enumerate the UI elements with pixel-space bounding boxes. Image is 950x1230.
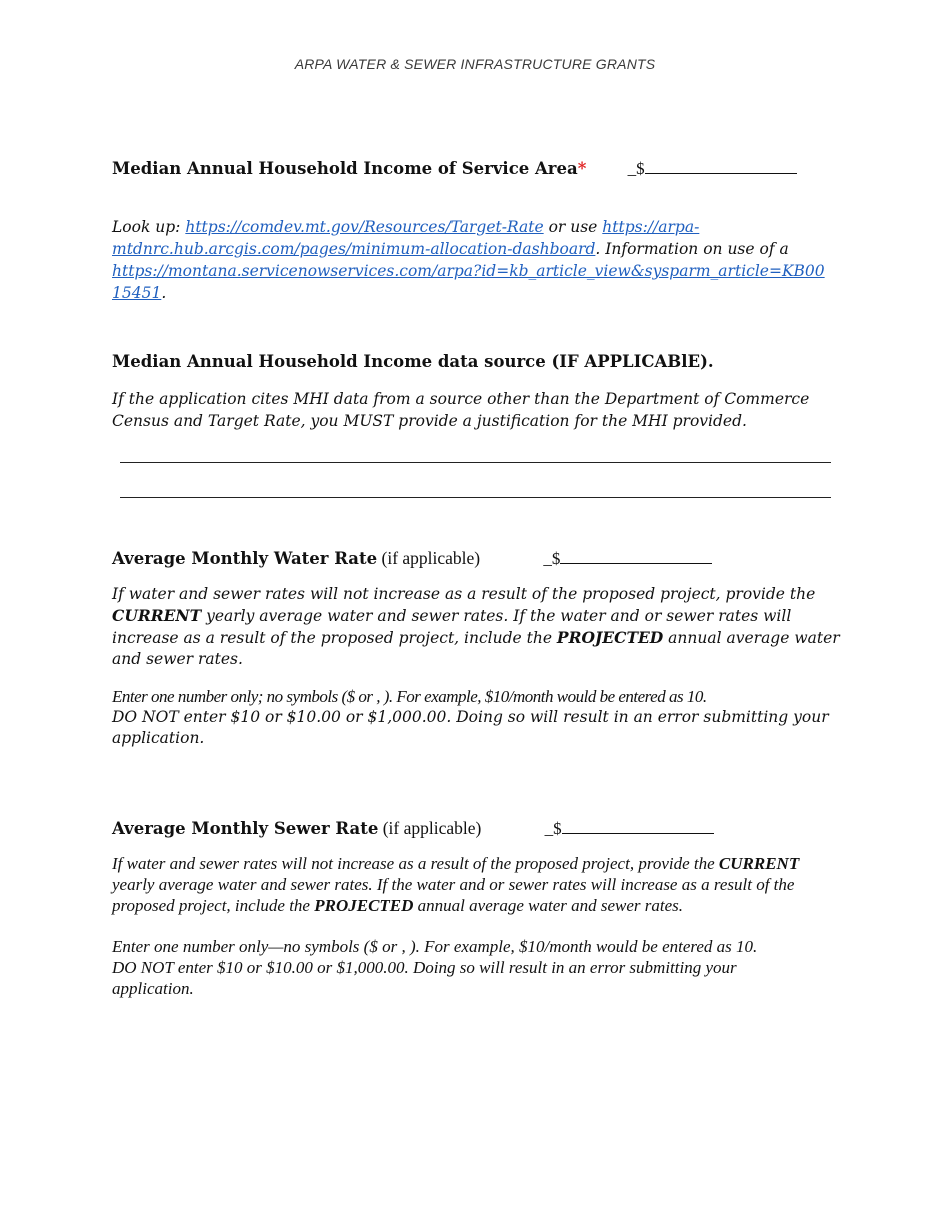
sewer-dollar-prefix: _$ xyxy=(544,819,562,838)
sewer-rate-input[interactable] xyxy=(545,819,714,839)
water-dollar-prefix: _$ xyxy=(543,549,561,568)
mhi-label: Median Annual Household Income of Service Area xyxy=(112,159,578,178)
sewer-rate-label: Average Monthly Sewer Rate xyxy=(112,819,379,838)
sewer-rate-format-note: Enter one number only—no symbols ($ or , ). For example, $10/month would be entered as 10. DO NOT enter $10 or $10.00 or $1,000.00. Doing so will result in an error submitting your application. xyxy=(112,937,758,998)
water-rate-row: Average Monthly Water Rate (if applicable) _$ xyxy=(112,548,842,569)
mhi-row xyxy=(112,159,842,179)
servicenow-article-link-part2[interactable]: 15451 xyxy=(112,284,162,302)
page-header: ARPA WATER & SEWER INFRASTRUCTURE GRANTS xyxy=(294,56,656,72)
sewer-rate-row: Average Monthly Sewer Rate (if applicable) _$ xyxy=(112,818,842,839)
justification-line-2[interactable] xyxy=(120,497,831,498)
water-rate-instructions: If water and sewer rates will not increase as a result of the proposed project, provide the CURRENT yearly average water and sewer rates. If the water and or sewer rates will increase as a result of the proposed project, include the PROJECTED annual average water and sewer rates. xyxy=(112,585,840,668)
sewer-rate-instructions: If water and sewer rates will not increase as a result of the proposed project, provide the CURRENT yearly average water and sewer rates. If the water and or sewer rates will increase as a result of the proposed project, include the PROJECTED annual average water and sewer rates. xyxy=(112,854,800,915)
arpa-dashboard-link-part2[interactable]: mtdnrc.hub.arcgis.com/pages/minimum-allocation-dashboard xyxy=(112,240,596,258)
mhi-input[interactable] xyxy=(628,159,797,179)
water-rate-input[interactable] xyxy=(543,549,712,569)
water-rate-label: Average Monthly Water Rate xyxy=(112,549,378,568)
mhi-source-heading: Median Annual Household Income data source (IF APPLICABlE). xyxy=(112,352,714,371)
water-rate-format-note: Enter one number only; no symbols ($ or , ). For example, $10/month would be entered as 10. DO NOT enter $10 or $10.00 or $1,000.00. Doing so will result in an error submitting your application. xyxy=(112,687,829,747)
mhi-dollar-prefix: _$ xyxy=(627,159,645,178)
arpa-dashboard-link-part1[interactable]: https://arpa- xyxy=(602,218,700,236)
required-asterisk: * xyxy=(577,159,587,178)
mhi-source-text: If the application cites MHI data from a source other than the Department of Commerce Census and Target Rate, you MUST provide a justification for the MHI provided. xyxy=(112,390,810,430)
target-rate-link[interactable]: https://comdev.mt.gov/Resources/Target-Rate xyxy=(185,218,544,236)
mhi-lookup-text: Look up: https://comdev.mt.gov/Resources/Target-Rate or use https://arpa- mtdnrc.hub.arcgis.com/pages/minimum-allocation-dashboard. Information on use of a https://montana.servicenowservices.com/arpa?id=kb_article_view&sysparm_article=KB00 15451. xyxy=(112,218,825,302)
servicenow-article-link-part1[interactable]: https://montana.servicenowservices.com/arpa?id=kb_article_view&sysparm_article=KB00 xyxy=(112,262,825,280)
justification-line-1[interactable] xyxy=(120,462,831,463)
